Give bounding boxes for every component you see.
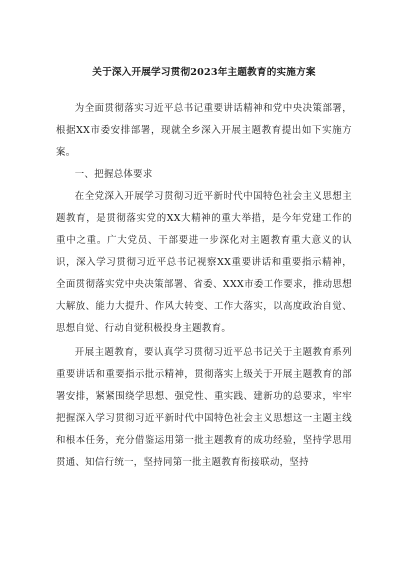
body-paragraph-2: 开展主题教育，要认真学习贯彻习近平总书记关于主题教育系列重要讲话和重要指示批示精神，贯彻落实上级关于开展主题教育的部署安排，紧紧围绕学思想、强党性、重实践、建新功的总要求，牢牢把握深入学习贯彻习近平新时代中国特色社会主义思想这一主题主线和根本任务，充分借鉴运用第一批主题教育的成功经验，坚持学思用贯通、知信行统一，坚持同第一批主题教育衔接联动，坚持 <box>56 347 352 468</box>
document-title: 关于深入开展学习贯彻2023年主题教育的实施方案 <box>92 67 316 78</box>
intro-paragraph: 为全面贯彻落实习近平总书记重要讲话精神和党中央决策部署，根据XX市委安排部署，现就全乡深入开展主题教育提出如下实施方案。 <box>56 103 352 158</box>
body-paragraph-1: 在全党深入开展学习贯彻习近平新时代中国特色社会主义思想主题教育，是贯彻落实党的XX大精神的重大举措，是今年党建工作的重中之重。广大党员、干部要进一步深化对主题教育重大意义的认识，深入学习贯彻习近平总书记视察XX重要讲话和重要指示精神，全面贯彻落实党中央决策部署、省委、XXX市委工作要求，推动思想大解放、能力大提升、作风大转变、工作大落实，以高度政治自觉、思想自觉、行动自觉积极投身主题教育。 <box>56 191 352 334</box>
section-heading-overall-requirements: 一、把握总体要求 <box>74 169 153 180</box>
